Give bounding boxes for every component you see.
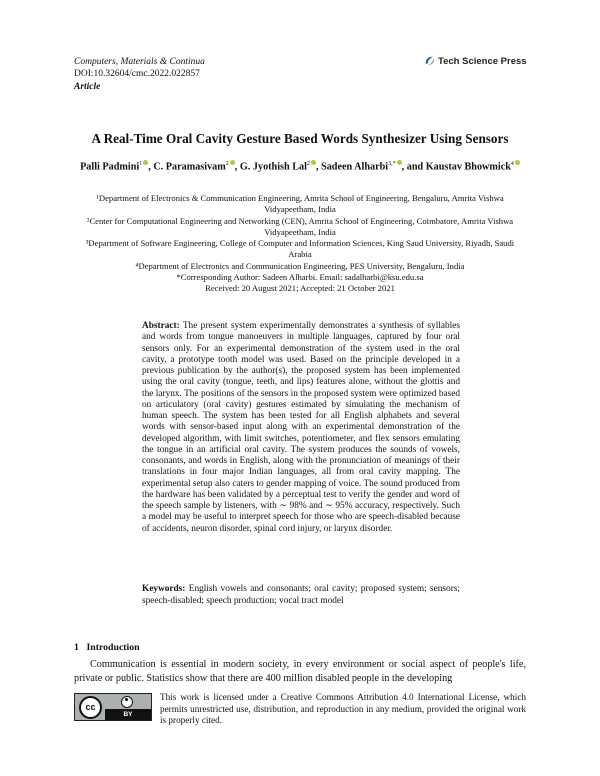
affiliation-line: ³Department of Software Engineering, College of Computer and Information Sciences, King Saud University, Riyadh, Saudi Arabia (85, 238, 515, 260)
orcid-icon[interactable] (230, 160, 235, 165)
author-affiliation-mark: 3,* (388, 161, 396, 167)
section-number: 1 (74, 642, 79, 653)
author-affiliation-mark: 2 (306, 161, 310, 167)
author-affiliation-mark: 1 (139, 161, 143, 167)
cc-logo-icon: cc (79, 696, 102, 719)
publisher-swirl-icon (424, 55, 436, 67)
license-text: This work is licensed under a Creative Commons Attribution 4.0 International License, which permits unrestricted use, distribution, and reproduction in any medium, provided the original work is properly cited. (160, 692, 526, 726)
author-name: and Kaustav Bhowmick (406, 161, 511, 173)
affiliation-line: ¹Department of Electronics & Communication Engineering, Amrita School of Engineering, Bengaluru, Amrita Vishwa Vidyapeetham, India (96, 193, 504, 215)
keywords-text: English vowels and consonants; oral cavity; proposed system; sensors; speech-disabled; speech production; vocal tract model (142, 584, 460, 606)
orcid-icon[interactable] (311, 160, 316, 165)
abstract-label: Abstract: (142, 321, 180, 331)
abstract (142, 321, 460, 535)
publisher-logo[interactable] (424, 54, 527, 68)
doi[interactable]: DOI:10.32604/cmc.2022.022857 (74, 69, 200, 79)
journal-name: Computers, Materials & Continua (74, 57, 205, 67)
cc-by-license-icon[interactable] (74, 693, 152, 721)
orcid-icon[interactable] (143, 160, 148, 165)
author-name: Sadeen Alharbi (321, 161, 389, 173)
section-heading (74, 642, 140, 654)
article-type: Article (74, 82, 101, 92)
attribution-icon (121, 696, 133, 708)
affiliation-line: ⁴Department of Electronics and Communication Engineering, PES University, Bengaluru, India (135, 260, 465, 271)
author-affiliation-mark: 2 (225, 161, 229, 167)
author-name: Palli Padmini (80, 161, 140, 173)
paper-title: A Real-Time Oral Cavity Gesture Based Words Synthesizer Using Sensors (91, 131, 509, 146)
author-affiliation-mark: 4 (510, 161, 514, 167)
keywords-label: Keywords: (142, 584, 186, 594)
abstract-text: The present system experimentally demonstrates a synthesis of syllables and words from tongue manoeuvers in multiple languages, captured by four oral sensors only. For an experimental demonstration of the system used in the oral cavity, a prototype tooth model was used. Based on the principle developed in a previous publication by the author(s), the proposed system has been implemented using the oral cavity (tongue, teeth, and lips) features alone, without the glottis and the larynx. The positions of the sensors in the proposed system were optimized based on articulatory (oral cavity) gestures estimated by simulating the mechanism of human speech. The system has been tested for all English alphabets and several words with sensor-based input along with an experimental demonstration of the developed algorithm, with limit switches, potentiometer, and flex sensors emulating the tongue in an artificial oral cavity. The system produces the sounds of vowels, consonants, and words in English, along with the pronunciation of meanings of their translations in four major Indian languages, all from oral cavity mapping. The experimental setup also caters to gender mapping of voice. The sound produced from the hardware has been validated by a perceptual test to verify the gender and word of the speech sample by listeners, with ∼ 98% and ∼ 95% accuracy, respectively. Such a model may be useful to interpret speech for those who are speech-disabled because of accidents, neuron disorder, spinal cord injury, or larynx disorder. (142, 321, 461, 534)
section-title: Introduction (86, 642, 140, 653)
affiliation-line: ²Center for Computational Engineering and Networking (CEN), Amrita School of Engineering, Coimbatore, Amrita Vishwa Vidyapeetham, India (86, 215, 514, 237)
by-label: BY (105, 709, 151, 720)
corresponding-author: *Corresponding Author: Sadeen Alharbi. Email: sadalharbi@ksu.edu.sa (176, 272, 424, 283)
license-block (74, 692, 526, 728)
keywords (142, 584, 460, 607)
orcid-icon[interactable] (397, 160, 402, 165)
author-list: Palli Padmini$^1$ , C. Paramasivam$^2$ , G. Jyothish Lal$^2$ , Sadeen Alharbi$^{3,*}$ , and Kaustav Bhowmick$^4$ (0, 157, 600, 174)
orcid-icon[interactable] (515, 160, 520, 165)
publisher-name: Tech Science Press (438, 55, 527, 67)
section-body: Communication is essential in modern society, in every environment or social aspect of people's life, private or public. Statistics show that there are 400 million disabled people in the developing (74, 659, 526, 684)
author-name: C. Paramasivam (153, 161, 226, 173)
received-accepted-dates: Received: 20 August 2021; Accepted: 21 October 2021 (205, 283, 395, 294)
author-name: G. Jyothish Lal (239, 161, 307, 173)
affiliations (74, 193, 526, 295)
